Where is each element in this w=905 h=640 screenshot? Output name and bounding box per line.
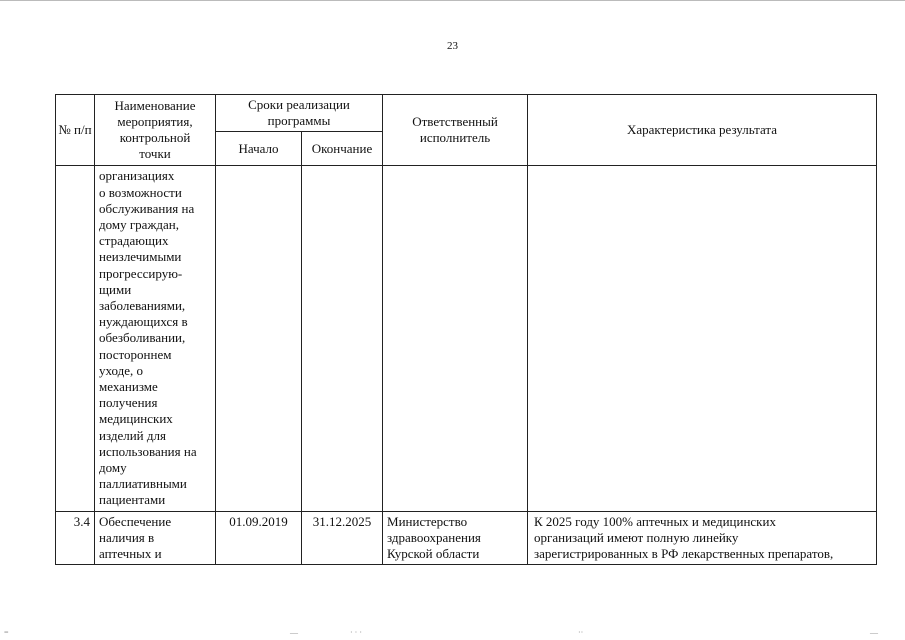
cell-result [528, 166, 877, 511]
cell-end: 31.12.2025 [302, 511, 383, 565]
cell-num [56, 166, 95, 511]
header-end: Окончание [302, 132, 383, 166]
header-num: № п/п [56, 95, 95, 166]
page-number: 23 [447, 40, 458, 52]
table-row [56, 166, 877, 511]
header-name: Наименование мероприятия, контрольной точки [95, 95, 216, 166]
cell-start [216, 166, 302, 511]
cell-responsible [383, 166, 528, 511]
scan-artifacts: = — · · · ·· — [4, 628, 878, 637]
cell-end [302, 166, 383, 511]
page-top-border [0, 0, 905, 1]
cell-responsible: Министерство здравоохранения Курской области [383, 511, 528, 565]
program-table [55, 94, 877, 565]
table-row [56, 511, 877, 565]
cell-start: 01.09.2019 [216, 511, 302, 565]
cell-result: К 2025 году 100% аптечных и медицинских организаций имеют полную линейку зарегистрированных в РФ лекарственных препаратов, [528, 511, 877, 565]
header-timeline: Сроки реализации программы [216, 95, 383, 132]
cell-name: организациях о возможности обслуживания на дому граждан, страдающих неизлечимыми прогрессирую- щими заболеваниями, нуждающихся в обезболивании, постороннем уходе, о механизме получения медицинских изделий для использования на дому паллиативными пациентами [95, 166, 216, 511]
cell-num: 3.4 [56, 511, 95, 565]
cell-name: Обеспечение наличия в аптечных и [95, 511, 216, 565]
header-start: Начало [216, 132, 302, 166]
header-result: Характеристика результата [528, 95, 877, 166]
header-responsible: Ответственный исполнитель [383, 95, 528, 166]
